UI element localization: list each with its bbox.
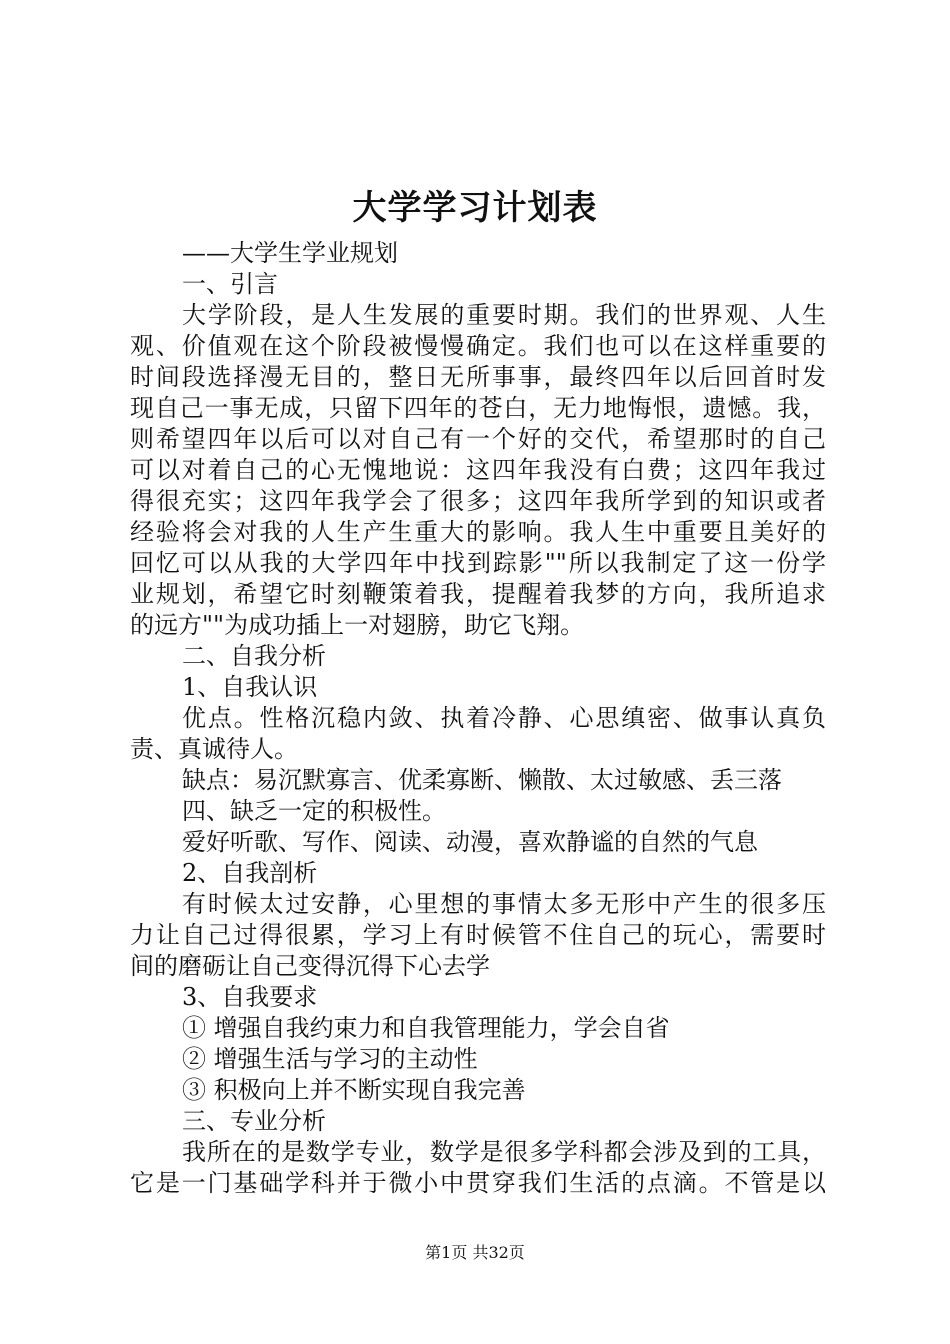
paragraph-line: 业规划，希望它时刻鞭策着我，提醒着我梦的方向，我所追求	[130, 580, 826, 608]
paragraph-line: 我所在的是数学专业，数学是很多学科都会涉及到的工具，	[182, 1138, 826, 1166]
paragraph-line: 大学阶段，是人生发展的重要时期。我们的世界观、人生	[182, 301, 826, 329]
subsection-heading: 3、自我要求	[182, 983, 318, 1011]
paragraph-line: 经验将会对我的人生产生重大的影响。我人生中重要且美好的	[130, 518, 826, 546]
paragraph-line: 它是一门基础学科并于微小中贯穿我们生活的点滴。不管是以	[130, 1169, 826, 1197]
document-body	[130, 238, 826, 1199]
page-number: 第1页 共32页	[425, 1243, 525, 1262]
paragraph-line: 力让自己过得很累，学习上有时候管不住自己的玩心，需要时	[130, 921, 826, 949]
paragraph-line: 则希望四年以后可以对自己有一个好的交代，希望那时的自己	[130, 425, 826, 453]
section-heading-intro: 一、引言	[182, 270, 278, 298]
subtitle-line: ——大学生学业规划	[182, 239, 398, 267]
paragraph-line: 缺点：易沉默寡言、优柔寡断、懒散、太过敏感、丢三落	[182, 766, 782, 794]
section-heading-major-analysis: 三、专业分析	[182, 1107, 326, 1135]
paragraph-line: 得很充实；这四年我学会了很多；这四年我所学到的知识或者	[130, 487, 826, 515]
list-item: ② 增强生活与学习的主动性	[182, 1045, 478, 1073]
paragraph-line: 有时候太过安静，心里想的事情太多无形中产生的很多压	[182, 890, 826, 918]
paragraph-line: 四、缺乏一定的积极性。	[182, 797, 446, 825]
paragraph-line: 观、价值观在这个阶段被慢慢确定。我们也可以在这样重要的	[130, 332, 826, 360]
paragraph-line: 现自己一事无成，只留下四年的苍白，无力地悔恨，遗憾。我，	[130, 394, 826, 422]
paragraph-line: 爱好听歌、写作、阅读、动漫，喜欢静谧的自然的气息	[182, 828, 758, 856]
paragraph-line: 时间段选择漫无目的，整日无所事事，最终四年以后回首时发	[130, 363, 826, 391]
paragraph-line: 责、真诚待人。	[130, 735, 298, 763]
paragraph-line: 间的磨砺让自己变得沉得下心去学	[130, 952, 490, 980]
paragraph-line: 可以对着自己的心无愧地说：这四年我没有白费；这四年我过	[130, 456, 826, 484]
paragraph-line: 回忆可以从我的大学四年中找到踪影""所以我制定了这一份学	[130, 549, 826, 577]
document-title: 大学学习计划表	[352, 188, 598, 228]
paragraph-line: 的远方""为成功插上一对翅膀，助它飞翔。	[130, 611, 585, 639]
subsection-heading: 2、自我剖析	[182, 859, 318, 887]
list-item: ① 增强自我约束力和自我管理能力，学会自省	[182, 1014, 670, 1042]
section-heading-self-analysis: 二、自我分析	[182, 642, 326, 670]
paragraph-line: 优点。性格沉稳内敛、执着冷静、心思缜密、做事认真负	[182, 704, 826, 732]
list-item: ③ 积极向上并不断实现自我完善	[182, 1076, 526, 1104]
subsection-heading: 1、自我认识	[182, 673, 318, 701]
